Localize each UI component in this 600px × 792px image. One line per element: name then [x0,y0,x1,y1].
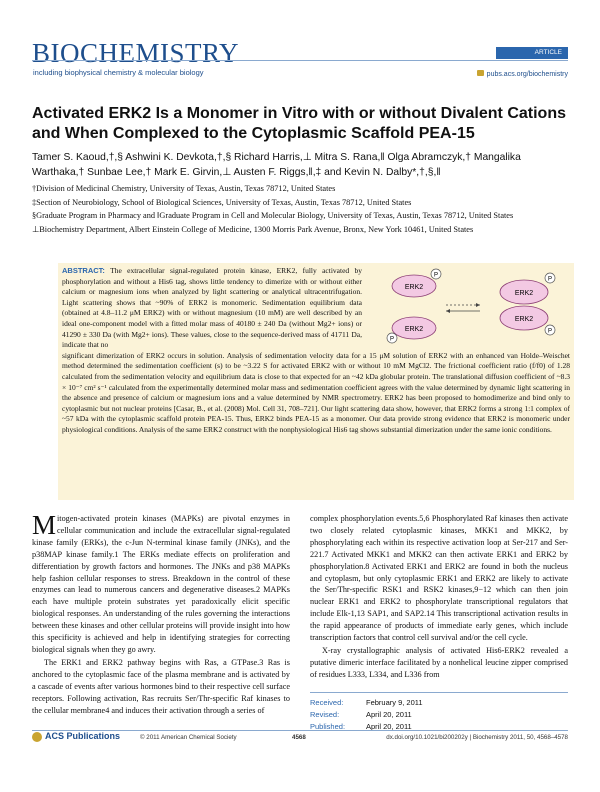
abstract-label: ABSTRACT: [62,266,105,275]
erk2-label-3: ERK2 [514,290,534,297]
erk2-monomer-top [392,269,441,297]
pubs-link[interactable] [477,70,568,78]
article-tag: ARTICLE [496,47,568,59]
pubs-url: pubs.acs.org/biochemistry [486,71,568,78]
affiliation-2: ‡Section of Neurobiology, School of Biological Sciences, University of Texas, Austin, Texas 78712, United States [32,197,412,207]
publication-dates [310,692,568,733]
affiliations [32,182,572,236]
erk2-monomer-bottom [387,317,436,343]
affiliation-3: §Graduate Program in Pharmacy and ‖Graduate Program in Cell and Molecular Biology, University of Texas, Austin, Texas 78712, United States [32,211,514,220]
intro-paragraph-3: complex phosphorylation events.5,6 Phosphorylated Raf kinases then activate two closely related cytoplasmic kinases, MKK1 and MKK2, by phosphorylating each within its respective activation loop at Ser-217 and Ser-221.7 Activated MKK1 and MKK2 can then activate ERK1 and ERK2 by phosphorylation.8 Activated ERK1 and ERK2 are found in both the nucleus and cytoplasm, but only cytoplasmic ERK1 and ERK2 are likely to activate the Ser/Thr-specific RSK1 and RSK2 kinases,9−12 which can then join nuclear ERK1 and ERK2 to phosphorylate transcriptional regulators that include Elk-1,13 SAP1, and SAP2.14 This transcriptional activation results in the rapid appearance of products of immediate early genes, which include transcription factors that control cell survival and/or the cell cycle. [310,514,568,643]
abstract-text-part1: The extracellular signal-regulated protein kinase, ERK2, fully activated by phosphorylation and without a His6 tag, shows little tendency to dimerize with or without either calcium or magnesium ions when analyzed by light scattering or analytical ultracentrifugation. Light scattering shows that ~90% of ERK2 is monomeric. Sedimentation equilibrium data (obtained at 4.8–11.2 μM ERK2) with or without magnesium (10 mM) are well described by an ideal one-component model with a fitted molar mass of 40180 ± 240 Da (without Mg2+ ions) or 41290 ± 330 Da (with Mg2+ ions). These values, close to the sequence-derived mass of 41711 Da, indicate that no [62,266,362,350]
date-revised: Revised: April 20, 2011 [310,710,412,719]
acs-logo-icon [32,732,42,742]
date-published: Published: April 20, 2011 [310,722,412,731]
abstract-narrow [62,266,362,351]
affiliation-4: ⊥Biochemistry Department, Albert Einstein College of Medicine, 1300 Morris Park Avenue, Bronx, New York 10461, United States [32,224,474,234]
article-title: Activated ERK2 Is a Monomer in Vitro with or without Divalent Cations and When Complexed to the Cytoplasmic Scaffold PEA-15 [32,105,566,142]
journal-subtitle: including biophysical chemistry & molecular biology [33,68,204,77]
page-number: 4568 [292,734,306,741]
toc-graphic [384,268,564,348]
erk2-label-1: ERK2 [404,284,424,291]
header-rule [32,60,568,61]
journal-title: BIOCHEMISTRY [32,38,240,68]
intro-paragraph-4: X-ray crystallographic analysis of activated His6-ERK2 revealed a putative dimeric interface facilitated by a nonhelical leucine zipper comprised of residues L333, L334, and L336 from [310,645,568,679]
body-column-left [32,510,290,716]
equilibrium-arrows [446,303,480,313]
acs-publications-logo[interactable]: ACS Publications [32,731,120,742]
date-received: Received: February 9, 2011 [310,698,423,707]
acs-pubs-icon [477,70,484,76]
intro-paragraph-1: itogen-activated protein kinases (MAPKs) are pivotal enzymes in cellular communication and include the extracellular signal-regulated kinase family (ERKs), the c-Jun N-terminal kinase family (JNKs), and the p38MAP kinase family.1 The ERKs mediate effects on proliferation and differentiation by growth factors and hormones. The JNKs and p38 MAPKs help fashion cellular responses to stress. Breakdown in the control of these enzymes can lead to numerous cancers and degenerative diseases.2 MAPKs each have multiple protein substrates yet paradoxically elicit specific biological responses. An understanding of the rules governing the interactions between these kinases and other cellular proteins will provide insight into how this specificity is achieved and help in identifying strategies for correcting biological signals when they go awry. [32,514,290,654]
erk2-dimer [500,273,555,335]
phospho-badge-2: P [389,336,395,343]
doi-link[interactable]: dx.doi.org/10.1021/bi200202y | Biochemistry 2011, 50, 4568–4578 [386,734,568,741]
body-column-right [310,513,568,681]
phospho-badge-1: P [433,272,439,279]
intro-paragraph-2: The ERK1 and ERK2 pathway begins with Ras, a GTPase.3 Ras is anchored to the cytoplasmic face of the plasma membrane and is activated by a cascade of events after various hormones bind to their respective cell surface receptors. Following activation, Ras recruits Ser/Thr-specific Raf kinases to the cellular membrane4 and induces their activation through a series of [32,657,290,715]
erk2-label-2: ERK2 [404,326,424,333]
drop-cap: M [32,510,57,540]
abstract-text-part2: significant dimerization of ERK2 occurs in solution. Analysis of sedimentation velocity data for a 15 μM solution of ERK2 with an enhanced van Holde–Weischet method determined the sedimentation coefficient (s) to be ~3.22 S for activated ERK2 with or without 10 mM MgCl2. The frictional coefficient ratio (f/f0) of 1.28 calculated from the sedimentation velocity and equilibrium data is close to that expected for an ~42 kDa globular protein. The translational diffusion coefficient of ~8.3 × 10⁻⁷ cm² s⁻¹ calculated from the experimentally determined molar mass and sedimentation coefficient agrees with the value determined by dynamic light scattering in the absence and presence of calcium or magnesium ions and a value determined by NMR spectrometry. ERK2 has been proposed to homodimerize and bind only to cytoplasmic but not nuclear proteins [Casar, B., et al. (2008) Mol. Cell 31, 708–721]. Our light scattering data show, however, that ERK2 forms a strong 1:1 complex of ~57 kDa with the cytoplasmic scaffold protein PEA-15. Thus, ERK2 binds PEA-15 as a monomer. Our data provide strong evidence that ERK2 is monomeric under physiological conditions. Analysis of the same ERK2 construct with the nonphysiological His6 tag shows substantial dimerization under the same ionic conditions. [62,350,570,434]
phospho-badge-3: P [547,276,553,283]
phospho-badge-4: P [547,328,553,335]
erk2-label-4: ERK2 [514,316,534,323]
affiliation-1: †Division of Medicinal Chemistry, University of Texas, Austin, Texas 78712, United States [32,184,336,193]
author-list: Tamer S. Kaoud,†,§ Ashwini K. Devkota,†,§ Richard Harris,⊥ Mitra S. Rana,‖ Olga Abramczyk,† Mangalika Warthaka,† Sunbae Lee,† Mark E. Girvin,⊥ Austen F. Riggs,‖,‡ and Kevin N. Dalby*,†,§,‖ [32,152,521,178]
footer-copyright: © 2011 American Chemical Society [140,734,237,741]
